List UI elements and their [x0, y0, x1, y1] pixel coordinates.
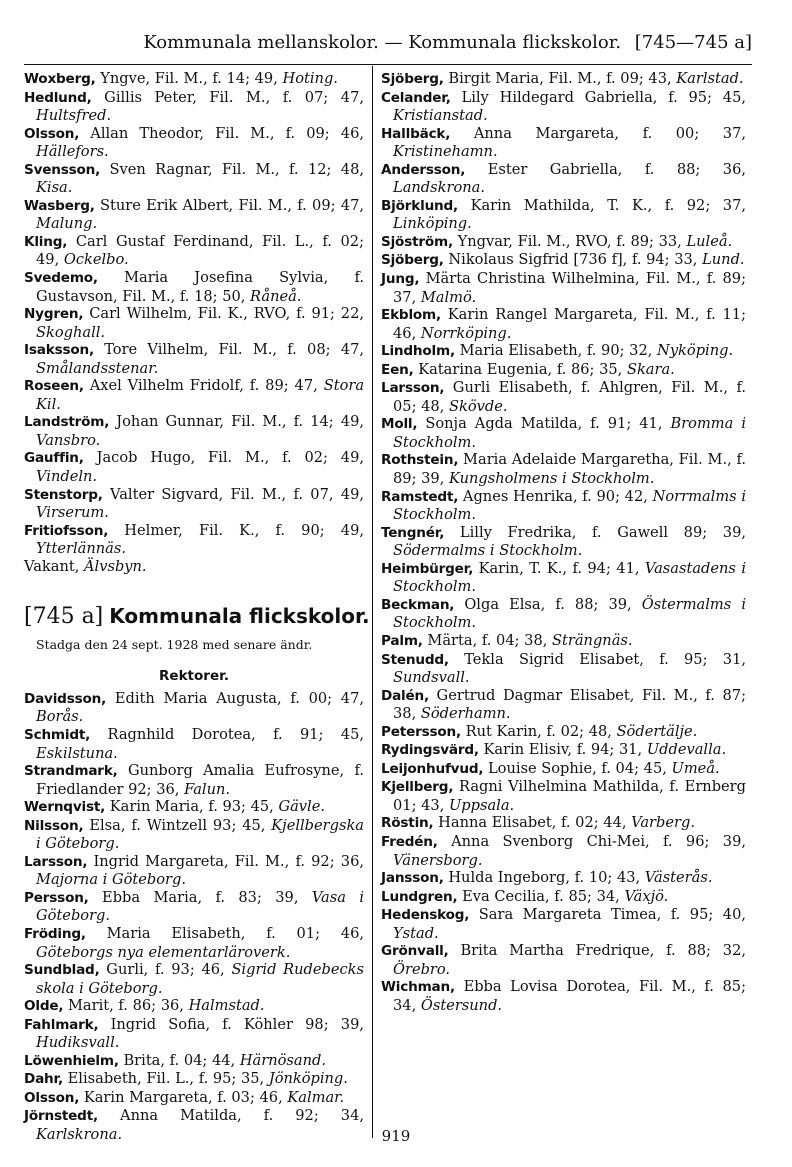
- school-location: Hudiksvall.: [36, 1034, 120, 1052]
- person-surname: Palm,: [381, 632, 423, 649]
- school-location: Skara.: [626, 360, 675, 378]
- person-surname: Wasberg,: [24, 197, 95, 214]
- school-location: Älvsbyn.: [84, 557, 147, 575]
- person-details: Gertrud Dagmar Elisabet, Fil. M., f. 87; 38,: [393, 686, 746, 723]
- person-details: Karin Margareta, f. 03; 46,: [83, 1088, 283, 1106]
- person-surname: Larsson,: [381, 380, 445, 397]
- directory-entry: [24, 522, 364, 558]
- school-location: Södermalms i Stockholm.: [393, 542, 583, 560]
- person-details: Karin, T. K., f. 94; 41,: [478, 559, 640, 577]
- directory-entry: [381, 833, 746, 869]
- person-surname: Fröding,: [24, 925, 86, 942]
- person-surname: Fredén,: [381, 833, 438, 850]
- directory-entry: [381, 596, 746, 632]
- person-surname: Jörnstedt,: [24, 1108, 98, 1125]
- person-details: Sonja Agda Matilda, f. 91; 41,: [425, 415, 663, 433]
- directory-entry: [381, 814, 746, 833]
- directory-entry: [381, 125, 746, 161]
- school-location: Linköping.: [393, 215, 472, 233]
- school-location: Skoghall.: [36, 323, 106, 341]
- directory-entry: [24, 1089, 364, 1108]
- person-details: Yngvar, Fil. M., RVO, f. 89; 33,: [457, 232, 682, 250]
- person-details: Valter Sigvard, Fil. M., f. 07, 49,: [110, 485, 364, 503]
- person-details: Ingrid Margareta, Fil. M., f. 92; 36,: [93, 852, 364, 870]
- school-location: Östersund.: [420, 996, 503, 1014]
- person-surname: Svedemo,: [24, 270, 98, 287]
- school-location: Nyköping.: [657, 342, 734, 360]
- person-surname: Grönvall,: [381, 943, 449, 960]
- person-surname: Lundgren,: [381, 888, 458, 905]
- directory-entry: [24, 1016, 364, 1052]
- directory-entry: [24, 197, 364, 233]
- person-details: Maria Elisabeth, f. 01; 46,: [106, 924, 364, 942]
- person-surname: Een,: [381, 361, 414, 378]
- directory-entry: [381, 488, 746, 524]
- person-surname: Jung,: [381, 271, 420, 288]
- person-surname: Davidsson,: [24, 690, 107, 707]
- school-location: Gävle.: [278, 798, 325, 816]
- school-location: Borås.: [36, 708, 84, 726]
- person-details: Carl Gustaf Ferdinand, Fil. L., f. 02; 49,: [36, 232, 364, 269]
- person-details: Rut Karin, f. 02; 48,: [465, 722, 612, 740]
- school-location: Bromma i Stockholm.: [393, 415, 747, 451]
- school-location: Hoting.: [282, 70, 338, 87]
- header-section-code: [745—745 a]: [634, 32, 752, 53]
- person-surname: Sjöström,: [381, 233, 453, 250]
- directory-entry: [24, 377, 364, 413]
- school-location: Vasa i Göteborg.: [36, 888, 365, 925]
- school-location: Luleå.: [686, 232, 733, 250]
- school-location: Hällefors.: [36, 143, 109, 161]
- person-surname: Sundblad,: [24, 962, 100, 979]
- person-details: Märta, f. 04; 38,: [427, 631, 548, 649]
- person-surname: Ekblom,: [381, 307, 441, 324]
- person-details: Marit, f. 86; 36,: [67, 997, 184, 1015]
- person-details: Gillis Peter, Fil. M., f. 07; 47,: [104, 88, 365, 106]
- person-details: Katarina Eugenia, f. 86; 35,: [418, 360, 623, 378]
- person-details: Johan Gunnar, Fil. M., f. 14; 49,: [116, 413, 364, 431]
- column-divider: [372, 66, 373, 1138]
- person-surname: Roseen,: [24, 378, 84, 395]
- school-location: Umeå.: [671, 759, 720, 777]
- person-surname: Jansson,: [381, 870, 444, 887]
- person-details: Maria Josefina Sylvia, f. Gustavson, Fil. M., f. 18; 50,: [36, 269, 365, 305]
- section-heading: [24, 601, 370, 632]
- school-location: Sigrid Rudebecks skola i Göteborg.: [36, 961, 365, 997]
- school-location: Smålandsstenar.: [36, 359, 159, 377]
- person-surname: Leijonhufvud,: [381, 760, 484, 777]
- person-details: Vakant,: [24, 557, 80, 575]
- school-location: Jönköping.: [268, 1070, 348, 1088]
- school-location: Karlskrona.: [36, 1125, 123, 1143]
- person-surname: Olsson,: [24, 1089, 80, 1106]
- person-details: Ebba Maria, f. 83; 39,: [102, 888, 299, 906]
- directory-entry: [24, 413, 364, 449]
- person-details: Ester Gabriella, f. 88; 36,: [487, 160, 747, 178]
- school-location: Växjö.: [624, 887, 669, 905]
- directory-entry: [24, 269, 364, 305]
- directory-entry: [381, 306, 746, 342]
- person-surname: Sjöberg,: [381, 252, 444, 269]
- person-surname: Stenstorp,: [24, 486, 103, 503]
- person-details: Brita Martha Fredrique, f. 88; 32,: [460, 942, 747, 960]
- school-location: Hultsfred.: [36, 107, 112, 125]
- person-surname: Hallbäck,: [381, 125, 451, 142]
- person-details: Elisabeth, Fil. L., f. 95; 35,: [67, 1070, 265, 1088]
- school-location: Västerås.: [644, 869, 713, 887]
- person-details: Ingrid Sofia, f. Köhler 98; 39,: [110, 1015, 364, 1033]
- directory-entry: [24, 853, 364, 889]
- directory-entry: [381, 251, 746, 270]
- person-details: Olga Elsa, f. 88; 39,: [464, 595, 632, 613]
- person-surname: Sjöberg,: [381, 71, 444, 87]
- person-surname: Kling,: [24, 233, 68, 250]
- person-surname: Svensson,: [24, 161, 101, 178]
- school-location: Malmö.: [420, 288, 477, 306]
- person-details: Birgit Maria, Fil. M., f. 09; 43,: [448, 70, 672, 87]
- school-location: Uddevalla.: [646, 741, 727, 759]
- person-details: Karin Elisiv, f. 94; 31,: [483, 741, 643, 759]
- header-title: Kommunala mellanskolor. — Kommunala flickskolor.: [143, 32, 622, 53]
- school-location: Kristinehamn.: [393, 143, 498, 161]
- school-location: Kristianstad.: [393, 107, 488, 125]
- directory-entry: [381, 978, 746, 1014]
- school-location: Malung.: [36, 215, 98, 233]
- directory-entry: [381, 361, 746, 380]
- person-surname: Fritiofsson,: [24, 522, 109, 539]
- person-surname: Heimbürger,: [381, 560, 474, 577]
- person-details: Helmer, Fil. K., f. 90; 49,: [124, 521, 364, 539]
- directory-entry: [381, 70, 746, 89]
- directory-entry: [24, 925, 364, 961]
- directory-entry: [24, 726, 364, 762]
- person-details: Edith Maria Augusta, f. 00; 47,: [114, 689, 365, 707]
- directory-entry: [24, 889, 364, 925]
- directory-entry: [24, 961, 364, 997]
- person-surname: Rydingsvärd,: [381, 742, 479, 759]
- school-location: Vasastadens i Stockholm.: [393, 559, 746, 596]
- person-surname: Wichman,: [381, 979, 455, 996]
- header-rule: [24, 64, 752, 65]
- person-details: Karin Rangel Margareta, Fil. M., f. 11; 46,: [393, 306, 747, 342]
- person-surname: Petersson,: [381, 723, 461, 740]
- mellanskolor-list: [24, 70, 364, 575]
- right-column: [381, 70, 746, 1014]
- school-location: Kjellbergska i Göteborg.: [36, 816, 365, 853]
- person-details: Ragni Vilhelmina Mathilda, f. Ernberg 01; 43,: [393, 778, 746, 814]
- school-location: Falun.: [184, 780, 231, 798]
- person-surname: Hedenskog,: [381, 907, 470, 924]
- directory-entry: [381, 197, 746, 233]
- school-location: Ystad.: [393, 924, 439, 942]
- person-details: Allan Theodor, Fil. M., f. 09; 46,: [90, 124, 364, 142]
- directory-entry: [24, 449, 364, 485]
- person-surname: Löwenhielm,: [24, 1052, 119, 1069]
- directory-entry: [381, 906, 746, 942]
- person-surname: Stenudd,: [381, 651, 449, 668]
- directory-entry: [381, 342, 746, 361]
- school-location: Vänersborg.: [393, 851, 483, 869]
- directory-entry: [24, 798, 364, 817]
- school-location: Majorna i Göteborg.: [36, 871, 187, 889]
- section-code: [745 a]: [24, 604, 104, 630]
- school-location: Kisa.: [36, 179, 73, 197]
- school-location: Östermalms i Stockholm.: [393, 595, 746, 632]
- directory-entry: [381, 415, 746, 451]
- person-details: Louise Sophie, f. 04; 45,: [487, 759, 667, 777]
- school-location: Virserum.: [36, 504, 109, 522]
- person-details: Anna Svenborg Chi-Mei, f. 96; 39,: [451, 832, 746, 850]
- directory-entry: [24, 997, 364, 1016]
- directory-entry: [24, 762, 364, 798]
- running-header: [24, 32, 752, 62]
- person-details: Yngve, Fil. M., f. 14; 49,: [100, 70, 278, 87]
- school-location: Norrmalms i Stockholm.: [393, 487, 747, 524]
- person-details: Märta Christina Wilhelmina, Fil. M., f. 89; 37,: [393, 270, 747, 306]
- directory-entry: [24, 558, 364, 576]
- person-details: Anna Matilda, f. 92; 34,: [120, 1107, 364, 1125]
- directory-entry: [381, 233, 746, 252]
- directory-entry: [24, 486, 364, 522]
- person-details: Sture Erik Albert, Fil. M., f. 09; 47,: [100, 196, 365, 214]
- school-location: Södertälje.: [616, 722, 698, 740]
- person-details: Hulda Ingeborg, f. 10; 43,: [448, 869, 641, 887]
- person-surname: Andersson,: [381, 161, 466, 178]
- person-surname: Hedlund,: [24, 89, 92, 106]
- person-surname: Nygren,: [24, 306, 84, 323]
- school-location: Varberg.: [631, 814, 695, 832]
- person-surname: Olsson,: [24, 125, 80, 142]
- person-surname: Rothstein,: [381, 452, 459, 469]
- directory-entry: [381, 888, 746, 907]
- person-details: Eva Cecilia, f. 85; 34,: [462, 887, 620, 905]
- rektorer-list-right: [381, 70, 746, 1014]
- person-surname: Nilsson,: [24, 817, 84, 834]
- directory-entry: [24, 305, 364, 341]
- directory-entry: [381, 451, 746, 487]
- directory-entry: [381, 161, 746, 197]
- directory-entry: [381, 778, 746, 814]
- school-location: Landskrona.: [393, 179, 485, 197]
- person-details: Tore Vilhelm, Fil. M., f. 08; 47,: [104, 341, 364, 359]
- directory-entry: [381, 741, 746, 760]
- directory-entry: [24, 125, 364, 161]
- person-surname: Isaksson,: [24, 342, 94, 359]
- school-location: Ytterlännäs.: [36, 540, 126, 558]
- person-surname: Dalén,: [381, 687, 429, 704]
- school-location: Vindeln.: [36, 468, 98, 486]
- person-surname: Tengnér,: [381, 524, 445, 541]
- school-location: Vansbro.: [36, 431, 101, 449]
- person-details: Karin Mathilda, T. K., f. 92; 37,: [470, 196, 746, 214]
- directory-entry: [24, 1070, 364, 1089]
- person-details: Axel Vilhelm Fridolf, f. 89; 47,: [89, 377, 318, 395]
- person-surname: Fahlmark,: [24, 1016, 99, 1033]
- school-location: Stora Kil.: [36, 377, 365, 413]
- school-location: Sundsvall.: [393, 669, 470, 687]
- person-surname: Schmidt,: [24, 726, 91, 743]
- section-title: Kommunala flickskolor.: [109, 604, 370, 629]
- person-surname: Celander,: [381, 89, 451, 106]
- person-details: Tekla Sigrid Elisabet, f. 95; 31,: [464, 650, 747, 668]
- person-surname: Woxberg,: [24, 71, 96, 87]
- person-surname: Röstin,: [381, 815, 434, 832]
- person-surname: Ramstedt,: [381, 488, 459, 505]
- person-details: Brita, f. 04; 44,: [123, 1051, 236, 1069]
- directory-entry: [24, 161, 364, 197]
- directory-entry: [381, 651, 746, 687]
- person-surname: Moll,: [381, 416, 418, 433]
- directory-entry: [24, 89, 364, 125]
- directory-entry: [24, 817, 364, 853]
- directory-entry: [381, 270, 746, 306]
- person-surname: Persson,: [24, 889, 89, 906]
- school-location: Härnösand.: [239, 1051, 326, 1069]
- school-location: Skövde.: [448, 397, 508, 415]
- directory-entry: [381, 687, 746, 723]
- person-details: Ragnhild Dorotea, f. 91; 45,: [107, 725, 365, 743]
- school-location: Uppsala.: [448, 796, 515, 814]
- school-location: Söderhamn.: [420, 705, 511, 723]
- person-surname: Björklund,: [381, 197, 459, 214]
- person-details: Sara Margareta Timea, f. 95; 40,: [478, 906, 747, 924]
- school-location: Lund.: [702, 251, 745, 269]
- directory-entry: [24, 690, 364, 726]
- rektorer-heading: Rektorer.: [159, 668, 229, 685]
- school-location: Råneå.: [250, 287, 302, 305]
- school-location: Örebro.: [393, 960, 451, 978]
- person-surname: Gauffin,: [24, 450, 84, 467]
- person-surname: Olde,: [24, 998, 64, 1015]
- directory-entry: [24, 1052, 364, 1071]
- person-details: Lilly Fredrika, f. Gawell 89; 39,: [459, 523, 747, 541]
- person-details: Anna Margareta, f. 00; 37,: [473, 124, 746, 142]
- statute-note: Stadga den 24 sept. 1928 med senare ändr.: [36, 637, 313, 653]
- person-details: Jacob Hugo, Fil. M., f. 02; 49,: [96, 449, 364, 467]
- person-details: Sven Ragnar, Fil. M., f. 12; 48,: [109, 160, 365, 178]
- directory-entry: [24, 233, 364, 269]
- person-details: Agnes Henrika, f. 90; 42,: [462, 487, 648, 505]
- person-details: Ebba Lovisa Dorotea, Fil. M., f. 85; 34,: [393, 978, 747, 1014]
- person-details: Hanna Elisabet, f. 02; 44,: [438, 814, 627, 832]
- school-location: Halmstad.: [188, 997, 265, 1015]
- directory-entry: [381, 524, 746, 560]
- person-details: Gurli, f. 93; 46,: [106, 961, 225, 979]
- school-location: Eskilstuna.: [36, 744, 118, 762]
- person-details: Gunborg Amalia Eufrosyne, f. Friedlander 92; 36,: [36, 762, 365, 798]
- person-details: Maria Adelaide Margaretha, Fil. M., f. 89; 39,: [393, 451, 747, 488]
- directory-entry: [381, 723, 746, 742]
- person-surname: Wernqvist,: [24, 799, 106, 816]
- person-surname: Lindholm,: [381, 343, 455, 360]
- school-location: Göteborgs nya elementarläroverk.: [36, 943, 291, 961]
- person-surname: Dahr,: [24, 1071, 64, 1088]
- person-details: Carl Wilhelm, Fil. K., RVO, f. 91; 22,: [89, 305, 364, 323]
- person-details: Nikolaus Sigfrid [736 f], f. 94; 33,: [448, 251, 698, 269]
- rektorer-list-left: [24, 690, 364, 1144]
- school-location: Strängnäs.: [552, 631, 633, 649]
- school-location: Kungsholmens i Stockholm.: [448, 470, 655, 488]
- person-surname: Kjellberg,: [381, 779, 454, 796]
- person-surname: Larsson,: [24, 853, 88, 870]
- person-details: Lily Hildegard Gabriella, f. 95; 45,: [461, 88, 746, 106]
- directory-entry: [381, 942, 746, 978]
- school-location: Karlstad.: [676, 70, 744, 87]
- person-surname: Landström,: [24, 414, 110, 431]
- directory-entry: [381, 379, 746, 415]
- directory-entry: [381, 560, 746, 596]
- school-location: Norrköping.: [420, 324, 512, 342]
- person-details: Maria Elisabeth, f. 90; 32,: [459, 342, 653, 360]
- person-details: Elsa, f. Wintzell 93; 45,: [89, 816, 266, 834]
- page-number: 919: [381, 1127, 411, 1145]
- directory-entry: [381, 632, 746, 651]
- directory-entry: [24, 341, 364, 377]
- person-surname: Beckman,: [381, 596, 455, 613]
- left-column: [24, 70, 370, 1144]
- school-location: Kalmar.: [287, 1088, 345, 1106]
- directory-entry: [381, 869, 746, 888]
- directory-entry: [381, 89, 746, 125]
- school-location: Ockelbo.: [63, 251, 129, 269]
- directory-entry: [381, 760, 746, 779]
- person-details: Karin Maria, f. 93; 45,: [109, 798, 274, 816]
- person-surname: Strandmark,: [24, 763, 118, 780]
- directory-entry: [24, 70, 364, 89]
- person-details: Gurli Elisabeth, f. Ahlgren, Fil. M., f. 05; 48,: [393, 379, 746, 415]
